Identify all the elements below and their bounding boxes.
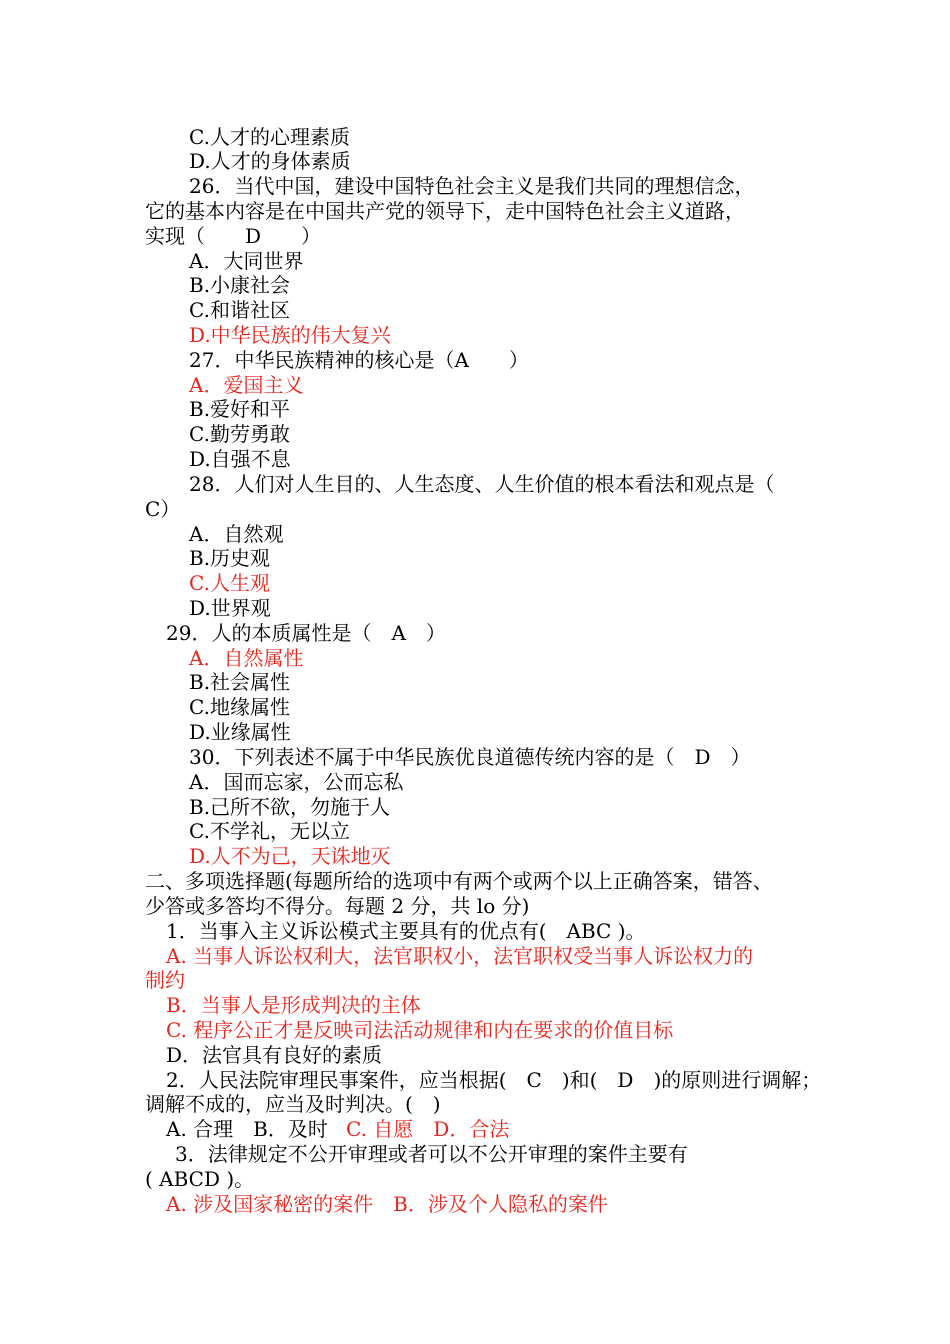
text-line: 1．当事入主义诉讼模式主要具有的优点有( ABC )。: [166, 919, 646, 943]
text-line: A. 合理 B．及时: [166, 1117, 328, 1141]
text-line: D.业缘属性: [189, 720, 291, 744]
answer-line: C.人生观: [189, 571, 270, 595]
section-heading: 二、多项选择题(每题所给的选项中有两个或两个以上正确答案，错答、: [145, 869, 773, 893]
text-line: B.社会属性: [189, 670, 291, 694]
text-line: D．法官具有良好的素质: [166, 1043, 383, 1067]
answer-line: A. 涉及国家秘密的案件 B．涉及个人隐私的案件: [166, 1192, 608, 1216]
text-line: B.爱好和平: [189, 397, 291, 421]
answer-line: A．爱国主义: [189, 373, 304, 397]
text-line: C.人才的心理素质: [189, 125, 350, 149]
text-line: B.历史观: [189, 546, 271, 570]
text-line: 它的基本内容是在中国共产党的领导下，走中国特色社会主义道路，: [145, 199, 745, 223]
text-line: ( ABCD )。: [145, 1167, 255, 1191]
text-line: 2．人民法院审理民事案件，应当根据( C )和( D )的原则进行调解；: [166, 1068, 822, 1092]
text-line: 少答或多答均不得分。每题 2 分，共 lo 分): [145, 894, 530, 918]
text-line: 实现（ D ）: [145, 224, 322, 248]
text-line: 调解不成的，应当及时判决。( ): [145, 1092, 441, 1116]
text-line: C.和谐社区: [189, 298, 290, 322]
text-line: 27．中华民族精神的核心是（A ）: [189, 348, 529, 372]
answer-line: C. 程序公正才是反映司法活动规律和内在要求的价值目标: [166, 1018, 674, 1042]
text-line: C.不学礼，无以立: [189, 819, 350, 843]
text-line: 29．人的本质属性是（ A ）: [166, 621, 446, 645]
answer-line: C. 自愿 D．合法: [346, 1117, 510, 1141]
answer-line: D.中华民族的伟大复兴: [189, 323, 391, 347]
answer-line: A．自然属性: [189, 646, 304, 670]
text-line: 3．法律规定不公开审理或者可以不公开审理的案件主要有: [175, 1142, 688, 1166]
answer-line: 制约: [145, 968, 185, 992]
text-line: C）: [145, 497, 181, 521]
text-line: 26．当代中国，建设中国特色社会主义是我们共同的理想信念，: [189, 174, 755, 198]
answer-line: D.人不为己，天诛地灭: [189, 844, 391, 868]
text-line: D.人才的身体素质: [189, 149, 351, 173]
answer-line: B．当事人是形成判决的主体: [166, 993, 421, 1017]
text-line: B.小康社会: [189, 273, 291, 297]
text-line: C.勤劳勇敢: [189, 422, 290, 446]
answer-line: A. 当事人诉讼权利大，法官职权小，法官职权受当事人诉讼权力的: [166, 944, 754, 968]
text-line: D.自强不息: [189, 447, 291, 471]
text-line: A．自然观: [189, 522, 284, 546]
text-line: C.地缘属性: [189, 695, 290, 719]
text-line: A．国而忘家，公而忘私: [189, 770, 404, 794]
text-line: 28．人们对人生目的、人生态度、人生价值的根本看法和观点是（: [189, 472, 775, 496]
text-line: 30．下列表述不属于中华民族优良道德传统内容的是（ D ）: [189, 745, 751, 769]
text-line: A．大同世界: [189, 249, 304, 273]
text-line: B.己所不欲，勿施于人: [189, 795, 391, 819]
text-line: D.世界观: [189, 596, 271, 620]
